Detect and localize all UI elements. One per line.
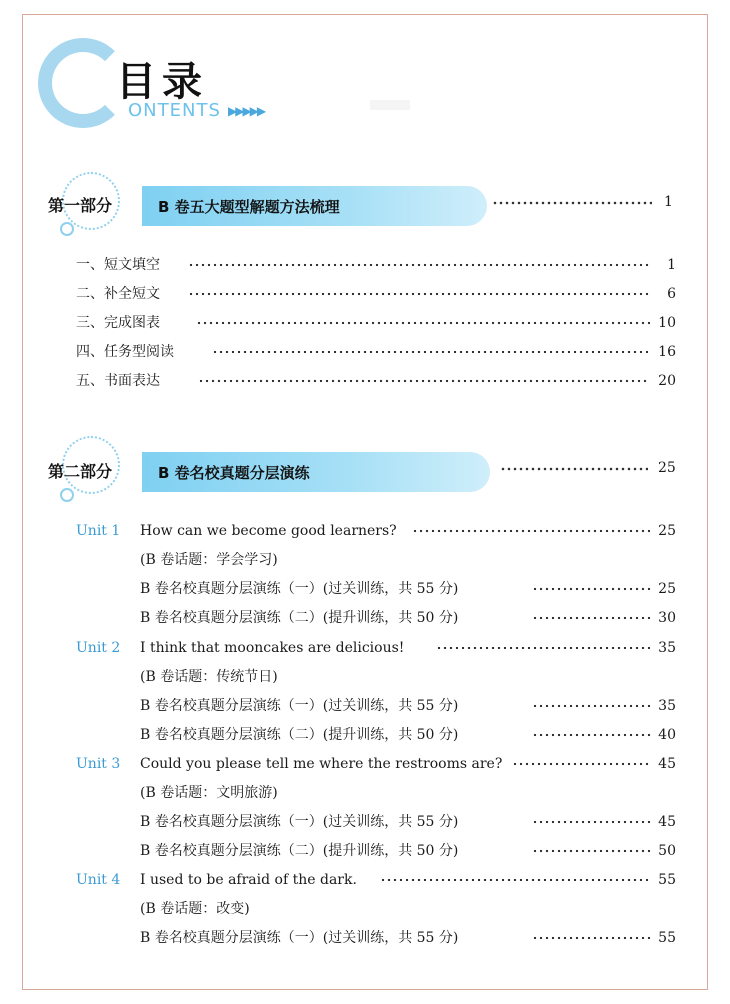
faint-mark xyxy=(370,100,410,110)
leader-dots xyxy=(532,703,652,709)
unit-topic: (B 卷话题：学会学习) xyxy=(140,552,278,568)
contents-subtitle: ONTENTS xyxy=(128,100,221,121)
leader-dots xyxy=(412,528,650,534)
toc-label: 一、短文填空 xyxy=(76,257,160,273)
part2-page: 25 xyxy=(658,460,676,476)
toc-label: 二、补全短文 xyxy=(76,286,160,302)
unit-topic: (B 卷话题：改变) xyxy=(140,901,250,917)
unit-title: How can we become good learners? xyxy=(140,523,397,539)
unit-title-row[interactable] xyxy=(140,637,676,659)
leader-dots xyxy=(492,200,652,206)
toc-page: 30 xyxy=(658,610,676,626)
leader-dots xyxy=(380,877,650,883)
toc-row[interactable] xyxy=(76,341,676,363)
unit-title: I think that mooncakes are delicious! xyxy=(140,640,405,656)
practice-row[interactable] xyxy=(140,927,676,949)
toc-page: 10 xyxy=(658,315,676,331)
unit-label: Unit 1 xyxy=(76,523,121,539)
toc-page: 40 xyxy=(658,727,676,743)
toc-row[interactable] xyxy=(76,370,676,392)
practice-label: B 卷名校真题分层演练（一）(过关训练，共 55 分) xyxy=(140,581,459,597)
part1-header[interactable] xyxy=(40,186,690,226)
unit-label: Unit 4 xyxy=(76,872,121,888)
toc-row[interactable] xyxy=(76,312,676,334)
unit-topic: (B 卷话题：传统节日) xyxy=(140,669,278,685)
toc-label: 四、任务型阅读 xyxy=(76,344,174,360)
leader-dots xyxy=(188,291,650,297)
practice-row[interactable] xyxy=(140,811,676,833)
part1-label: 第一部分 xyxy=(48,196,113,215)
practice-row[interactable] xyxy=(140,724,676,746)
toc-page: 25 xyxy=(658,581,676,597)
practice-label: B 卷名校真题分层演练（二）(提升训练，共 50 分) xyxy=(140,727,459,743)
leader-dots xyxy=(532,586,652,592)
toc-page: 35 xyxy=(658,640,676,656)
practice-label: B 卷名校真题分层演练（一）(过关训练，共 55 分) xyxy=(140,814,459,830)
leader-dots xyxy=(532,819,652,825)
toc-row[interactable] xyxy=(76,254,676,276)
practice-row[interactable] xyxy=(140,578,676,600)
part1-page: 1 xyxy=(664,194,673,210)
unit-title-row[interactable] xyxy=(140,869,676,891)
part2-label: 第二部分 xyxy=(48,462,113,481)
toc-label: 三、完成图表 xyxy=(76,315,160,331)
toc-page: 1 xyxy=(667,257,676,273)
part2-header[interactable] xyxy=(40,452,690,492)
practice-label: B 卷名校真题分层演练（一）(过关训练，共 55 分) xyxy=(140,698,459,714)
leader-dots xyxy=(188,262,650,268)
unit-label: Unit 2 xyxy=(76,640,121,656)
leader-dots xyxy=(512,761,650,767)
toc-page: 20 xyxy=(658,373,676,389)
toc-page: 35 xyxy=(658,698,676,714)
part2-title: B 卷名校真题分层演练 xyxy=(158,464,310,482)
toc-page: 25 xyxy=(658,523,676,539)
small-circle-icon xyxy=(60,488,74,502)
practice-row[interactable] xyxy=(140,607,676,629)
contents-c-logo-icon xyxy=(38,38,128,128)
small-circle-icon xyxy=(60,222,74,236)
leader-dots xyxy=(532,732,652,738)
part1-title: B 卷五大题型解题方法梳理 xyxy=(158,198,340,216)
unit-title-row[interactable] xyxy=(140,753,676,775)
leader-dots xyxy=(196,320,650,326)
unit-title: Could you please tell me where the restrooms are? xyxy=(140,756,503,772)
practice-row[interactable] xyxy=(140,840,676,862)
leader-dots xyxy=(532,615,652,621)
toc-page: 45 xyxy=(658,756,676,772)
unit-label: Unit 3 xyxy=(76,756,121,772)
leader-dots xyxy=(532,935,652,941)
arrow-decoration-icon: ▶▶▶▶▶ xyxy=(228,104,265,118)
leader-dots xyxy=(436,645,650,651)
practice-row[interactable] xyxy=(140,695,676,717)
practice-label: B 卷名校真题分层演练（一）(过关训练，共 55 分) xyxy=(140,930,459,946)
toc-page: 50 xyxy=(658,843,676,859)
toc-page: 45 xyxy=(658,814,676,830)
toc-page: 16 xyxy=(658,344,676,360)
leader-dots xyxy=(212,349,650,355)
toc-page: 55 xyxy=(658,930,676,946)
toc-label: 五、书面表达 xyxy=(76,373,160,389)
toc-page: 55 xyxy=(658,872,676,888)
page-title: 目录 xyxy=(116,59,208,105)
unit-title: I used to be afraid of the dark. xyxy=(140,872,357,888)
toc-row[interactable] xyxy=(76,283,676,305)
unit-topic: (B 卷话题：文明旅游) xyxy=(140,785,278,801)
unit-title-row[interactable] xyxy=(140,520,676,542)
leader-dots xyxy=(500,466,648,472)
leader-dots xyxy=(532,848,652,854)
practice-label: B 卷名校真题分层演练（二）(提升训练，共 50 分) xyxy=(140,610,459,626)
practice-label: B 卷名校真题分层演练（二）(提升训练，共 50 分) xyxy=(140,843,459,859)
toc-page: 6 xyxy=(667,286,676,302)
leader-dots xyxy=(198,378,650,384)
